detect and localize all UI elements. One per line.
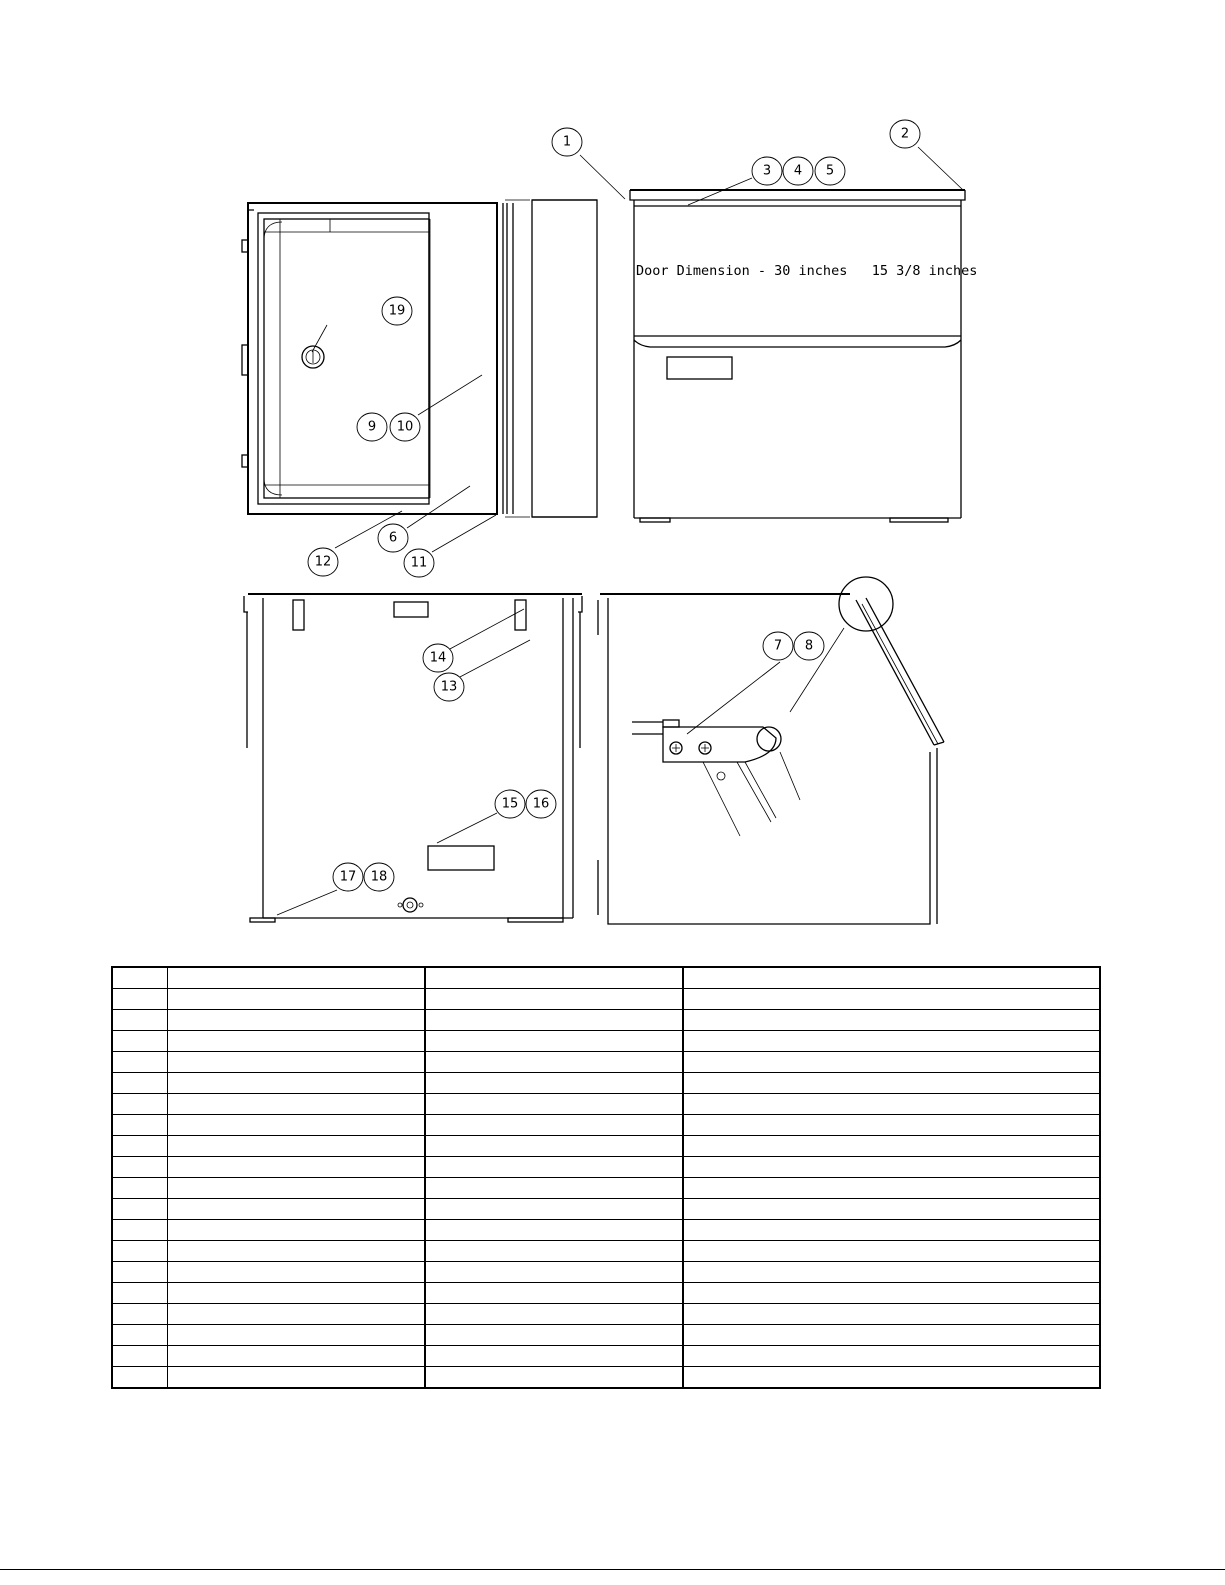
table-cell xyxy=(112,1178,168,1199)
svg-text:19: 19 xyxy=(388,303,406,319)
table-row xyxy=(112,1283,1100,1304)
table-cell xyxy=(683,1241,1100,1262)
table-cell xyxy=(683,1010,1100,1031)
table-cell xyxy=(425,989,683,1010)
table-cell xyxy=(112,967,168,989)
table-cell xyxy=(683,1094,1100,1115)
table-cell xyxy=(425,1367,683,1389)
balloon-19 xyxy=(382,297,412,325)
table-cell xyxy=(112,989,168,1010)
balloon-3 xyxy=(752,157,782,185)
table-cell xyxy=(425,1073,683,1094)
table-cell xyxy=(112,1115,168,1136)
callout-balloons xyxy=(308,120,920,891)
table-cell xyxy=(683,1052,1100,1073)
table-cell xyxy=(168,1241,426,1262)
table-cell xyxy=(683,1304,1100,1325)
table-cell xyxy=(425,967,683,989)
svg-text:14: 14 xyxy=(429,650,447,666)
table-cell xyxy=(112,1010,168,1031)
table-cell xyxy=(112,1052,168,1073)
table-cell xyxy=(425,1010,683,1031)
table-cell xyxy=(112,1241,168,1262)
table-cell xyxy=(168,1283,426,1304)
table-cell xyxy=(112,1325,168,1346)
balloon-9 xyxy=(357,413,387,441)
svg-text:3: 3 xyxy=(762,163,772,179)
svg-text:13: 13 xyxy=(440,679,458,695)
table-cell xyxy=(425,1136,683,1157)
table-cell xyxy=(425,1262,683,1283)
svg-text:9: 9 xyxy=(367,419,377,435)
table-cell xyxy=(425,1031,683,1052)
svg-text:6: 6 xyxy=(388,530,398,546)
table-row xyxy=(112,1346,1100,1367)
table-cell xyxy=(168,1262,426,1283)
table-cell xyxy=(425,1199,683,1220)
table-cell xyxy=(168,1367,426,1389)
table-cell xyxy=(425,1157,683,1178)
table-cell xyxy=(683,1157,1100,1178)
table-cell xyxy=(683,1325,1100,1346)
table-row xyxy=(112,1136,1100,1157)
table-cell xyxy=(683,1367,1100,1389)
balloon-2 xyxy=(890,120,920,148)
table-cell xyxy=(168,1094,426,1115)
table-cell xyxy=(112,1283,168,1304)
table-cell xyxy=(683,1283,1100,1304)
table-row xyxy=(112,1220,1100,1241)
table-row xyxy=(112,1031,1100,1052)
page-bottom-rule xyxy=(0,1569,1225,1570)
table-cell xyxy=(425,1178,683,1199)
table-cell xyxy=(112,1199,168,1220)
svg-text:4: 4 xyxy=(793,163,803,179)
table-cell xyxy=(425,1283,683,1304)
svg-text:1: 1 xyxy=(562,134,572,150)
table-cell xyxy=(168,1325,426,1346)
table-cell xyxy=(168,1178,426,1199)
view-side-open xyxy=(598,577,944,924)
balloon-8 xyxy=(794,632,824,660)
table-cell xyxy=(112,1136,168,1157)
table-cell xyxy=(168,967,426,989)
svg-text:5: 5 xyxy=(825,163,835,179)
balloon-5 xyxy=(815,157,845,185)
table-cell xyxy=(112,1157,168,1178)
table-row xyxy=(112,1304,1100,1325)
table-cell xyxy=(683,1031,1100,1052)
table-cell xyxy=(112,1346,168,1367)
view-front-exterior xyxy=(630,190,977,522)
table-cell xyxy=(683,989,1100,1010)
svg-text:18: 18 xyxy=(370,869,388,885)
table-cell xyxy=(112,1304,168,1325)
svg-text:15: 15 xyxy=(501,796,519,812)
table-cell xyxy=(168,1073,426,1094)
table-cell xyxy=(112,1367,168,1389)
balloon-12 xyxy=(308,548,338,576)
table-row xyxy=(112,1010,1100,1031)
table-cell xyxy=(168,1010,426,1031)
parts-table xyxy=(111,966,1101,1389)
svg-text:10: 10 xyxy=(396,419,414,435)
balloon-10 xyxy=(390,413,420,441)
balloon-6 xyxy=(378,524,408,552)
table-row xyxy=(112,967,1100,989)
balloon-14 xyxy=(423,644,453,672)
table-row xyxy=(112,1094,1100,1115)
table-row xyxy=(112,1262,1100,1283)
table-cell xyxy=(168,1136,426,1157)
table-cell xyxy=(168,1031,426,1052)
view-front-interior xyxy=(242,200,597,517)
table-row xyxy=(112,1325,1100,1346)
table-row xyxy=(112,1052,1100,1073)
view-side xyxy=(244,594,582,922)
table-cell xyxy=(425,1241,683,1262)
balloon-1 xyxy=(552,128,582,156)
table-cell xyxy=(425,1325,683,1346)
table-row xyxy=(112,1073,1100,1094)
table-row xyxy=(112,1115,1100,1136)
table-row xyxy=(112,989,1100,1010)
table-cell xyxy=(168,1157,426,1178)
table-cell xyxy=(112,1262,168,1283)
balloon-17 xyxy=(333,863,363,891)
table-cell xyxy=(112,1073,168,1094)
table-cell xyxy=(683,1115,1100,1136)
table-cell xyxy=(683,1136,1100,1157)
table-cell xyxy=(683,1073,1100,1094)
balloon-15 xyxy=(495,790,525,818)
svg-text:16: 16 xyxy=(532,796,550,812)
table-cell xyxy=(683,1262,1100,1283)
svg-text:11: 11 xyxy=(410,555,428,571)
svg-text:12: 12 xyxy=(314,554,332,570)
table-row xyxy=(112,1367,1100,1389)
table-cell xyxy=(168,1052,426,1073)
table-cell xyxy=(168,1346,426,1367)
table-cell xyxy=(683,1178,1100,1199)
table-cell xyxy=(112,1094,168,1115)
svg-text:2: 2 xyxy=(900,126,910,142)
table-cell xyxy=(683,967,1100,989)
svg-text:8: 8 xyxy=(804,638,814,654)
table-row xyxy=(112,1241,1100,1262)
table-row xyxy=(112,1199,1100,1220)
table-cell xyxy=(425,1220,683,1241)
balloon-7 xyxy=(763,632,793,660)
table-cell xyxy=(168,1220,426,1241)
svg-text:7: 7 xyxy=(773,638,783,654)
table-cell xyxy=(425,1115,683,1136)
table-row xyxy=(112,1157,1100,1178)
table-cell xyxy=(425,1052,683,1073)
table-cell xyxy=(112,1031,168,1052)
table-cell xyxy=(168,1199,426,1220)
balloon-11 xyxy=(404,549,434,577)
table-cell xyxy=(683,1220,1100,1241)
table-row xyxy=(112,1178,1100,1199)
table-cell xyxy=(168,1304,426,1325)
table-cell xyxy=(425,1304,683,1325)
table-cell xyxy=(683,1199,1100,1220)
balloon-18 xyxy=(364,863,394,891)
balloon-16 xyxy=(526,790,556,818)
svg-text:17: 17 xyxy=(339,869,357,885)
table-cell xyxy=(112,1220,168,1241)
table-cell xyxy=(168,1115,426,1136)
table-cell xyxy=(168,989,426,1010)
balloon-13 xyxy=(434,673,464,701)
table-cell xyxy=(425,1094,683,1115)
door-dimension-text: Door Dimension - 30 inches 15 3/8 inches xyxy=(636,263,978,279)
table-cell xyxy=(425,1346,683,1367)
balloon-4 xyxy=(783,157,813,185)
table-cell xyxy=(683,1346,1100,1367)
